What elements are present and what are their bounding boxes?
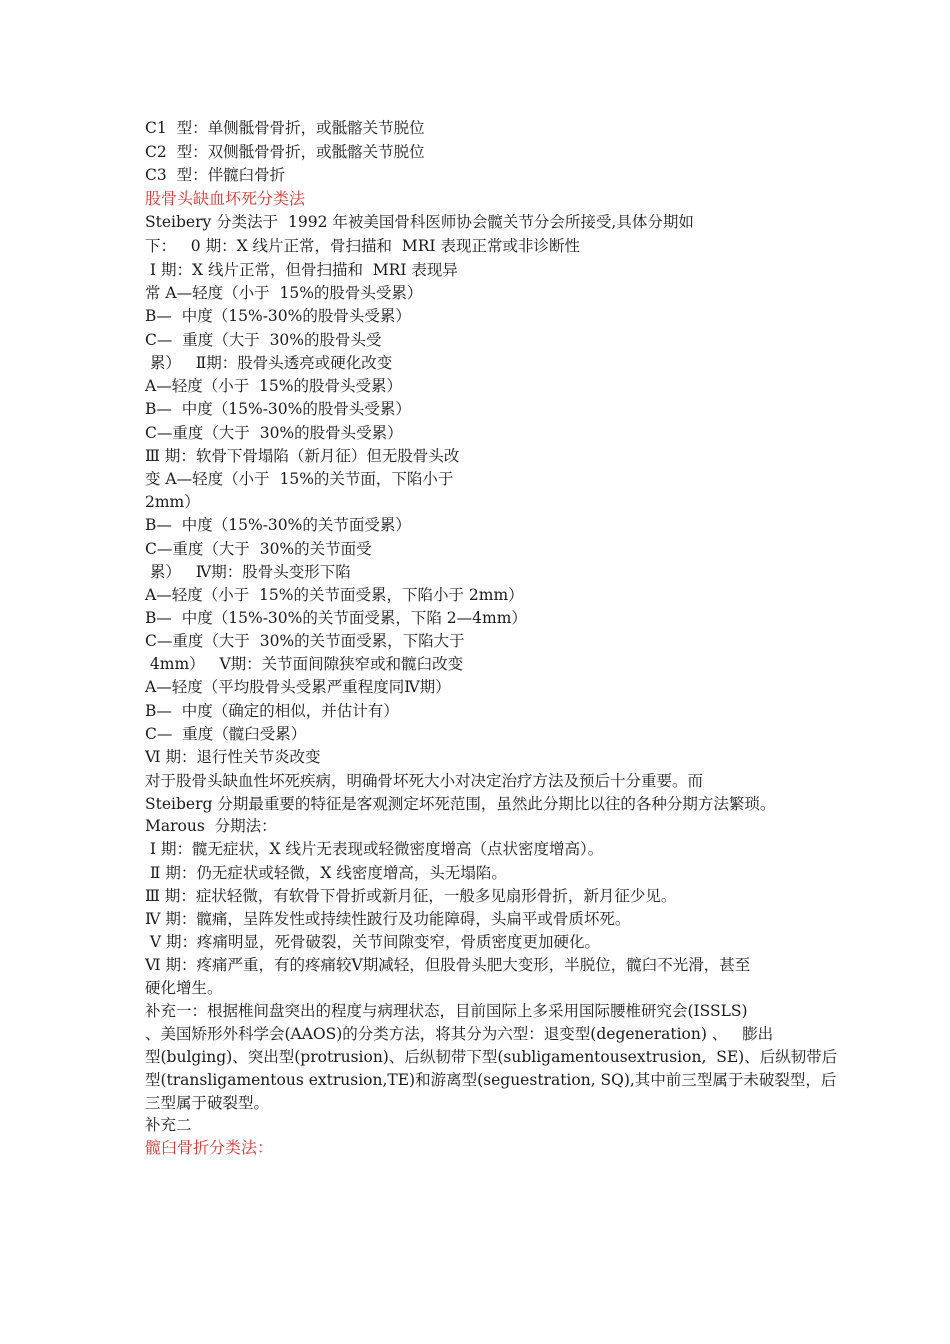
text-line: C3 型：伴髋臼骨折 <box>145 166 286 184</box>
text-line: C—重度（大于 30%的关节面受累，下陷大于 <box>145 632 465 650</box>
section-heading: 髋臼骨折分类法： <box>145 1138 274 1157</box>
text-line: C— 重度（大于 30%的股骨头受 <box>145 331 382 349</box>
text-line: Ⅲ 期：软骨下骨塌陷（新月征）但无股骨头改 <box>145 447 460 465</box>
text-line: B— 中度（15%-30%的股骨头受累） <box>145 400 411 418</box>
text-line: 常 A—轻度（小于 15%的股骨头受累） <box>145 284 423 302</box>
text-line: Ⅱ 期：仍无症状或轻微，X 线密度增高，头无塌陷。 <box>145 864 507 882</box>
text-line: C—重度（大于 30%的关节面受 <box>145 540 372 558</box>
text-line: Ⅵ 期：退行性关节炎改变 <box>145 748 321 766</box>
text-line: 补充二 <box>145 1116 192 1134</box>
text-line: B— 中度（15%-30%的股骨头受累） <box>145 307 411 325</box>
text-line: C1 型：单侧骶骨骨折，或骶髂关节脱位 <box>145 119 425 137</box>
section-heading: 股骨头缺血坏死分类法 <box>145 189 306 208</box>
text-line: 累） Ⅱ期：股骨头透亮或硬化改变 <box>145 354 393 372</box>
text-line: 2mm） <box>145 493 200 511</box>
text-line: 、美国矫形外科学会(AAOS)的分类方法，将其分为六型：退变型(degeneration) 、 膨出 <box>145 1025 774 1043</box>
text-line: Ⅵ 期：疼痛严重，有的疼痛较Ⅴ期减轻，但股骨头肥大变形，半脱位，髋臼不光滑，甚至 <box>145 956 751 974</box>
text-line: 型(bulging)、突出型(protrusion)、后纵韧带下型(subligamentousextrusion, SE)、后纵韧带后 <box>145 1048 838 1066</box>
text-line: Ⅴ 期：疼痛明显，死骨破裂，关节间隙变窄，骨质密度更加硬化。 <box>145 933 601 951</box>
text-line: 下： 0 期：X 线片正常，骨扫描和 MRI 表现正常或非诊断性 <box>145 237 580 255</box>
text-line: 4mm） Ⅴ期：关节面间隙狭窄或和髋臼改变 <box>145 655 464 673</box>
text-line: 硬化增生。 <box>145 979 223 997</box>
text-line: Ⅳ 期：髋痛，呈阵发性或持续性跛行及功能障碍，头扁平或骨质坏死。 <box>145 910 631 928</box>
text-line: B— 中度（确定的相似，并估计有） <box>145 702 399 720</box>
text-line: 三型属于破裂型。 <box>145 1094 270 1112</box>
text-line: Ⅰ 期：X 线片正常，但骨扫描和 MRI 表现异 <box>145 261 458 279</box>
text-line: Steibery 分类法于 1992 年被美国骨科医师协会髋关节分会所接受,具体分期如 <box>145 213 694 231</box>
text-line: B— 中度（15%-30%的关节面受累，下陷 2—4mm） <box>145 609 527 627</box>
text-line: Ⅰ 期：髋无症状，X 线片无表现或轻微密度增高（点状密度增高）。 <box>145 840 604 858</box>
text-line: 变 A—轻度（小于 15%的关节面，下陷小于 <box>145 470 454 488</box>
text-line: A—轻度（小于 15%的关节面受累，下陷小于 2mm） <box>145 586 524 604</box>
text-line: C—重度（大于 30%的股骨头受累） <box>145 424 403 442</box>
text-line: A—轻度（小于 15%的股骨头受累） <box>145 377 402 395</box>
text-line: C2 型：双侧骶骨骨折，或骶髂关节脱位 <box>145 143 425 161</box>
text-line: B— 中度（15%-30%的关节面受累） <box>145 516 411 534</box>
text-line: 累） Ⅳ期：股骨头变形下陷 <box>145 563 351 581</box>
text-line: 对于股骨头缺血性坏死疾病，明确骨坏死大小对决定治疗方法及预后十分重要。而 <box>145 772 704 790</box>
text-line: A—轻度（平均股骨头受累严重程度同Ⅳ期） <box>145 678 451 696</box>
text-line: Steiberg 分期最重要的特征是客观测定坏死范围，虽然此分期比以往的各种分期方法繁琐。 <box>145 795 776 813</box>
text-line: Marous 分期法： <box>145 817 277 835</box>
text-line: C— 重度（髋臼受累） <box>145 725 307 743</box>
text-line: Ⅲ 期：症状轻微，有软骨下骨折或新月征，一般多见扇形骨折，新月征少见。 <box>145 887 677 905</box>
text-line: 补充一：根据椎间盘突出的程度与病理状态，目前国际上多采用国际腰椎研究会(ISSLS) <box>145 1002 748 1020</box>
text-line: 型(transligamentous extrusion,TE)和游离型(seguestration, SQ),其中前三型属于未破裂型，后 <box>145 1071 837 1089</box>
